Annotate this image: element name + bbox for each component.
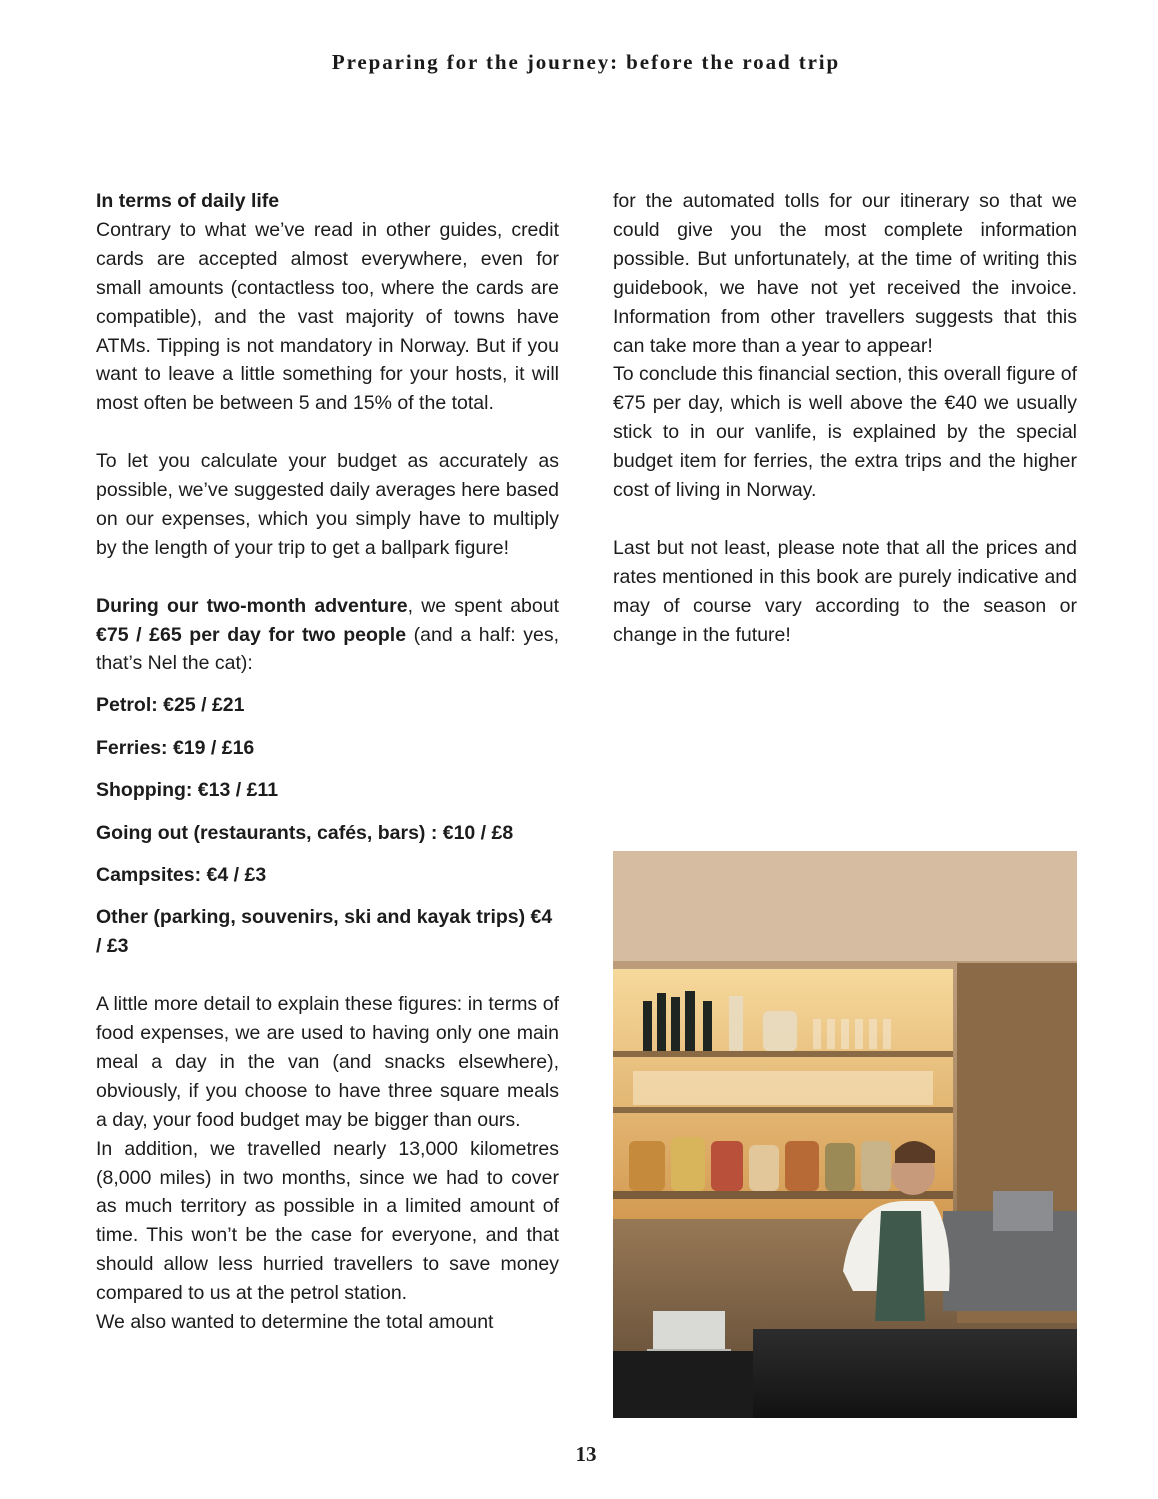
paragraph-spending-summary	[96, 592, 559, 679]
right-column	[613, 187, 1077, 649]
budget-item-going-out: Going out (restaurants, cafés, bars) : €10 / £8	[96, 821, 514, 844]
left-column	[96, 187, 559, 1337]
paragraph-budget-intro: To let you calculate your budget as accurately as possible, we’ve suggested daily averages here based on our expenses, which you simply have to multiply by the length of your trip to get a ballpark figure!	[96, 450, 559, 559]
paragraph-daily-life: Contrary to what we’ve read in other guides, credit cards are accepted almost everywhere, even for small amounts (contactless too, where the cards are compatible), and the vast majority of towns have ATMs. Tipping is not mandatory in Norway. But if you want to leave a little something for your hosts, it will most often be between 5 and 15% of the total.	[96, 218, 559, 415]
budget-item-ferries: Ferries: €19 / £16	[96, 736, 255, 759]
budget-item-shopping: Shopping: €13 / £11	[96, 779, 279, 802]
section-heading: In terms of daily life	[96, 190, 280, 212]
paragraph-food-detail: A little more detail to explain these figures: in terms of food expenses, we are used to having only one main meal a day in the van (and snacks elsewhere), obviously, if you choose to have three square meals a day, your food budget may be bigger than ours.	[96, 993, 559, 1131]
page-number: 13	[575, 1442, 597, 1466]
paragraph-tolls-start: We also wanted to determine the total amount	[96, 1311, 494, 1334]
budget-item-campsites: Campsites: €4 / £3	[96, 864, 267, 886]
summary-text-2: (and a half: yes, that’s Nel the cat):	[96, 623, 559, 675]
cafe-barista-photo	[613, 851, 1077, 1418]
summary-bold-amount: €75 / £65 per day for two people	[96, 623, 407, 646]
summary-bold-lead: During our two-month adventure	[96, 594, 408, 617]
budget-item-other: Other (parking, souvenirs, ski and kayak trips) €4 / £3	[96, 906, 553, 958]
cafe-illustration	[613, 851, 1077, 1418]
paragraph-tolls-end: for the automated tolls for our itinerary so that we could give you the most complete information possible. But unfortunately, at the time of writing this guidebook, we have not yet received the invoice. Information from other travellers suggests that this can take more than a year to appear!	[613, 190, 1077, 357]
running-header: Preparing for the journey: before the road trip	[331, 50, 841, 74]
paragraph-distance: In addition, we travelled nearly 13,000 kilometres (8,000 miles) in two months, since we had to cover as much territory as possible in a limited amount of time. This won’t be the case for everyone, and that should allow less hurried travellers to save money compared to us at the petrol station.	[96, 1137, 559, 1305]
paragraph-financial-conclusion: To conclude this financial section, this overall figure of €75 per day, which is well above the €40 we usually stick to in our vanlife, is explained by the special budget item for ferries, the extra trips and the higher cost of living in Norway.	[613, 363, 1077, 502]
paragraph-price-disclaimer: Last but not least, please note that all the prices and rates mentioned in this book are purely indicative and may of course vary according to the season or change in the future!	[613, 536, 1077, 646]
budget-item-petrol: Petrol: €25 / £21	[96, 694, 245, 717]
summary-text-1: , we spent about	[407, 594, 559, 617]
